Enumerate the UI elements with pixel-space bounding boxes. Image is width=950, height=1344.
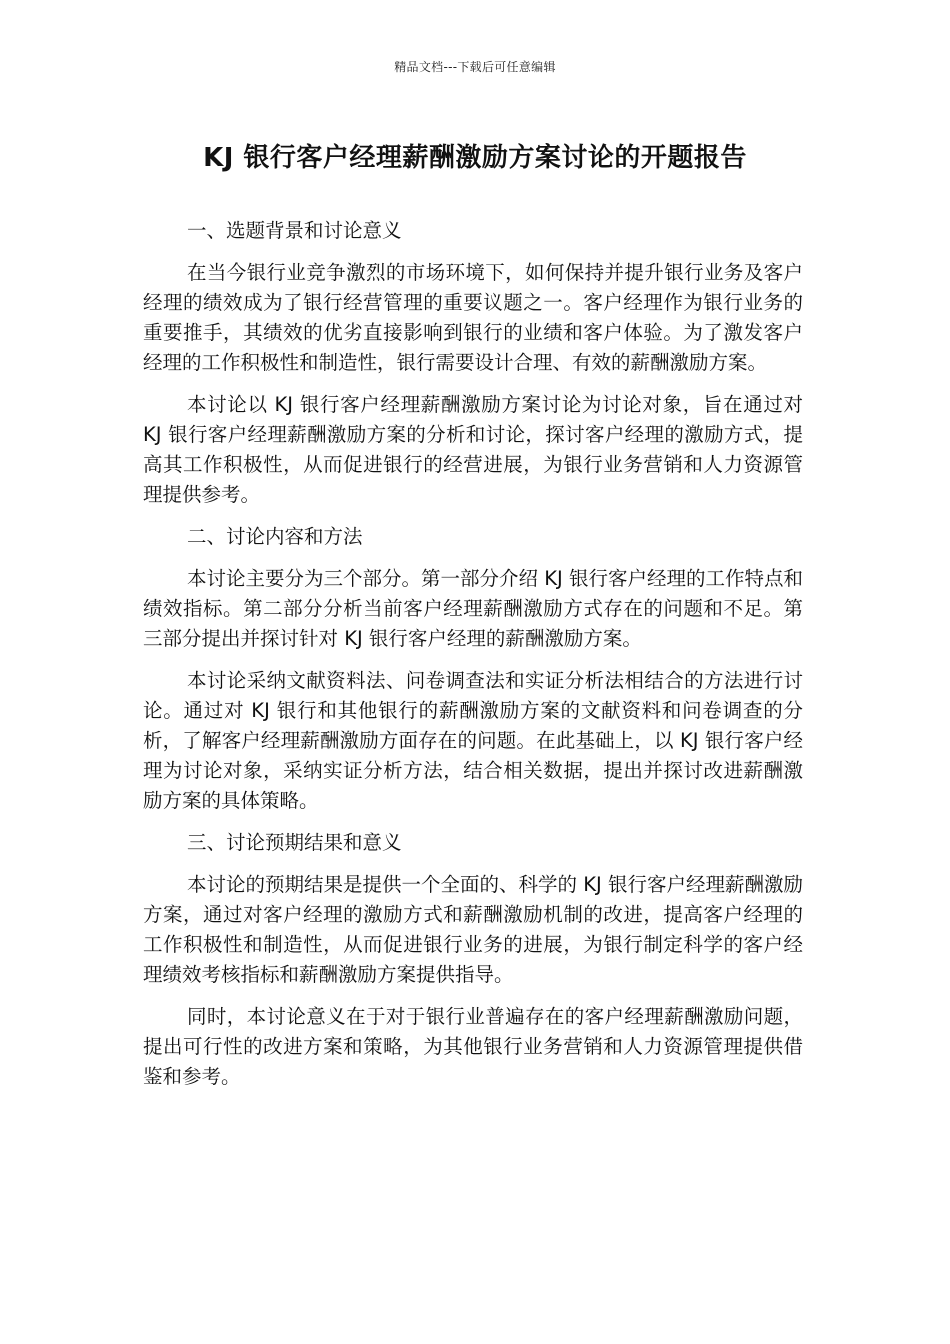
paragraph: 本讨论采纳文献资料法、问卷调查法和实证分析法相结合的方法进行讨论。通过对 KJ 银行和其他银行的薪酬激励方案的文献资料和问卷调查的分析，了解客户经理薪酬激励方面存在的问题。在此基础上，以 KJ 银行客户经理为讨论对象，采纳实证分析方法，结合相关数据，提出并探讨改进薪酬激励方案的具体策略。 — [143, 669, 803, 812]
section-background — [143, 216, 803, 510]
paragraph: 同时，本讨论意义在于对于银行业普遍存在的客户经理薪酬激励问题，提出可行性的改进方案和策略，为其他银行业务营销和人力资源管理提供借鉴和参考。 — [143, 1005, 803, 1088]
paragraph: 本讨论的预期结果是提供一个全面的、科学的 KJ 银行客户经理薪酬激励方案，通过对客户经理的激励方式和薪酬激励机制的改进，提高客户经理的工作积极性和制造性，从而促进银行业务的进展，为银行制定科学的客户经理绩效考核指标和薪酬激励方案提供指导。 — [143, 873, 803, 986]
section-heading: 一、选题背景和讨论意义 — [187, 219, 402, 242]
paragraph: 本讨论主要分为三个部分。第一部分介绍 KJ 银行客户经理的工作特点和绩效指标。第二部分分析当前客户经理薪酬激励方式存在的问题和不足。第三部分提出并探讨针对 KJ 银行客户经理的薪酬激励方案。 — [143, 567, 803, 650]
header-note: 精品文档---下载后可任意编辑 — [394, 60, 556, 74]
paragraph: 本讨论以 KJ 银行客户经理薪酬激励方案讨论为讨论对象，旨在通过对 KJ 银行客户经理薪酬激励方案的分析和讨论，探讨客户经理的激励方式，提高其工作积极性，从而促进银行的经营进展，为银行业务营销和人力资源管理提供参考。 — [143, 393, 803, 506]
paragraph: 在当今银行业竞争激烈的市场环境下，如何保持并提升银行业务及客户经理的绩效成为了银行经营管理的重要议题之一。客户经理作为银行业务的重要推手，其绩效的优劣直接影响到银行的业绩和客户体验。为了激发客户经理的工作积极性和制造性，银行需要设计合理、有效的薪酬激励方案。 — [143, 261, 803, 374]
section-expected-results — [143, 828, 803, 1092]
section-heading: 三、讨论预期结果和意义 — [187, 831, 402, 854]
section-content-methods — [143, 522, 803, 816]
document-body — [143, 216, 803, 1104]
document-title: KJ 银行客户经理薪酬激励方案讨论的开题报告 — [203, 143, 747, 173]
section-heading: 二、讨论内容和方法 — [187, 525, 363, 548]
